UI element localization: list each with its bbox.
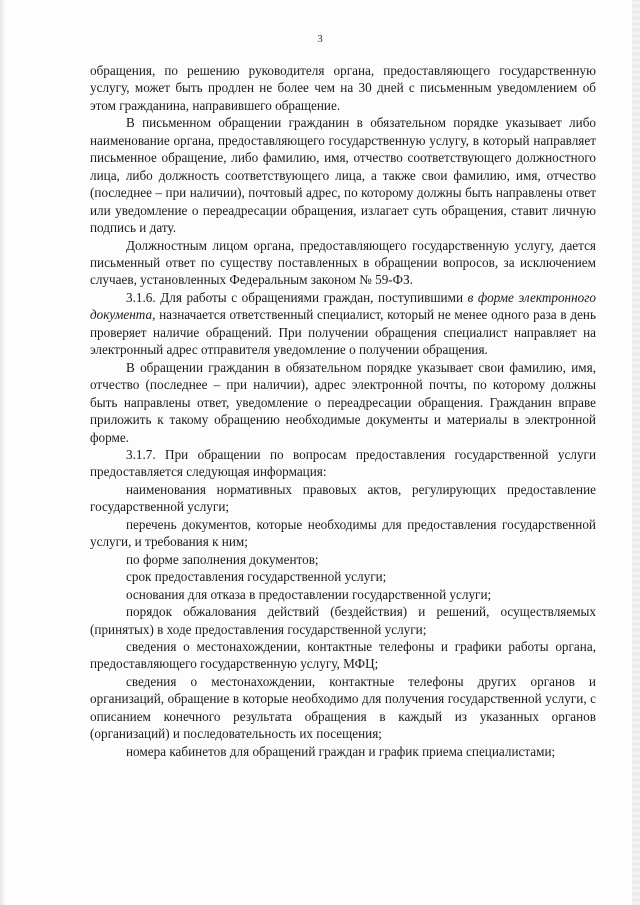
paragraph-3-1-6-italic: в форме электронного документа [90, 289, 596, 323]
list-item-office-numbers: номера кабинетов для обращений граждан и график приема специалистами; [126, 743, 556, 759]
list-item-documents: перечень документов, которые необходимы для предоставления государственной услуги, и требования к ним; [90, 516, 596, 550]
list-item-refusal-grounds: основания для отказа в предоставлении государственной услуги; [126, 586, 492, 602]
page-number: 3 [317, 33, 323, 45]
paragraph-continuation: обращения, по решению руководителя органа, предоставляющего государственную услугу, может быть продлен не более чем на 30 дней с письменным уведомлением об этом гражданина, направившего обращение. [90, 63, 596, 113]
paragraph-electronic-request: В обращении гражданин в обязательном порядке указывает свои фамилию, имя, отчество (последнее – при наличии), адрес электронной почты, по которому должны быть направлены ответ, уведомление о переадресации обращения. Гражданин вправе приложить к такому обращению необходимые документы и материалы в электронной форме. [90, 359, 596, 445]
paragraph-official-reply: Должностным лицом органа, предоставляющего государственную услугу, дается письменный ответ по существу поставленных в обращении вопросов, за исключением случаев, установленных Федеральным законом № 59-ФЗ. [90, 237, 596, 288]
paragraph-written-request: В письменном обращении гражданин в обязательном порядке указывает либо наименование органа, предоставляющего государственную услугу, в который направляет письменное обращение, либо фамилию, имя, отчество соответствующего должностного лица, либо должность соответствующего лица, а также свои фамилию, имя, отчество (последнее – при наличии), почтовый адрес, по которому должны быть направлены ответ или уведомление о переадресации обращения, излагает суть обращения, ставит личную подпись и дату. [90, 115, 596, 236]
list-item-legal-acts: наименования нормативных правовых актов, регулирующих предоставление государственной услуги; [90, 481, 596, 515]
list-item-service-term: срок предоставления государственной услуги; [126, 569, 387, 585]
list-item-other-organs: сведения о местонахождении, контактные телефоны других органов и организаций, обращение в которые необходимо для получения государственной услуги, с описанием конечного результата обращения в каждый из указанных органов (организаций) и последовательность их посещения; [90, 673, 596, 742]
list-item-location-contacts: сведения о местонахождении, контактные телефоны и графики работы органа, предоставляющего государственную услугу, МФЦ; [90, 638, 596, 672]
list-item-appeal-procedure: порядок обжалования действий (бездействия) и решений, осуществляемых (принятых) в ходе предоставления государственной услуги; [90, 604, 596, 637]
body-text [90, 62, 596, 760]
list-item-form-filling: по форме заполнения документов; [126, 551, 319, 567]
paragraph-3-1-7: 3.1.7. При обращении по вопросам предоставления государственной услуги предоставляется следующая информация: [90, 446, 596, 480]
paragraph-3-1-6-before: 3.1.6. Для работы с обращениями граждан, поступившими [126, 289, 468, 305]
paragraph-3-1-6-after: , назначается ответственный специалист, который не менее одного раза в день проверяет наличие обращений. При получении обращения специалист направляет на электронный адрес отправителя уведомление о получении обращения. [90, 307, 596, 358]
scan-edge-left [0, 0, 6, 905]
paragraph-3-1-6 [90, 289, 596, 359]
scan-edge-right [632, 0, 640, 905]
